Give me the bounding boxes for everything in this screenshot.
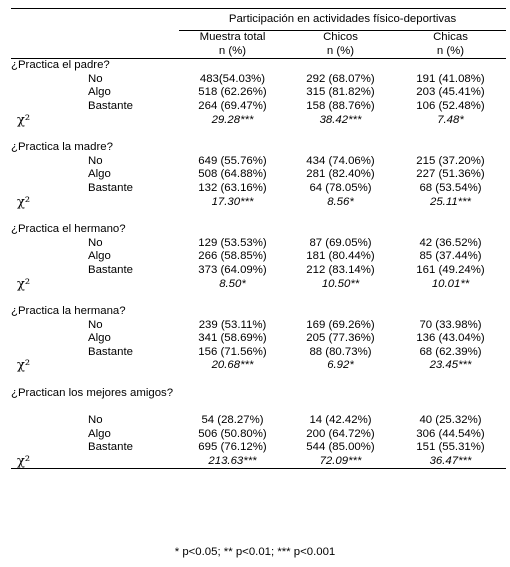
chi-square-label: χ² [17,276,31,292]
level-label: Algo [88,250,111,263]
value-total: 239 (53.11%) [198,318,267,331]
value-total: 695 (76.12%) [198,441,267,454]
value-boys: 200 (64.72%) [306,427,375,440]
level-label: Bastante [88,99,133,112]
level-label: Algo [88,427,111,440]
significance-footnote: * p<0.05; ** p<0.01; *** p<0.001 [174,546,336,558]
table-row [11,155,506,169]
table-row [11,264,506,278]
value-girls: 151 (55.31%) [416,441,485,454]
value-boys: 181 (80.44%) [306,250,375,263]
results-table [11,8,506,469]
column-header-girls: Chicas [433,31,468,43]
value-boys: 64 (78.05%) [309,181,372,194]
chi-boys: 10.50** [321,277,360,290]
column-header-total: Muestra total [199,31,266,43]
value-boys: 169 (69.26%) [306,318,375,331]
value-girls: 203 (45.41%) [416,86,485,99]
level-label: Bastante [88,181,133,194]
value-boys: 292 (68.07%) [306,72,375,85]
section-question-row [11,59,506,73]
value-girls: 42 (36.52%) [419,236,482,249]
chi-square-row [11,455,506,469]
level-label: No [88,154,103,167]
value-total: 373 (64.09%) [198,263,267,276]
chi-total: 20.68*** [211,359,254,372]
chi-square-row [11,196,506,210]
value-boys: 158 (88.76%) [306,99,375,112]
section-question: ¿Practica el hermano? [11,223,126,236]
chi-total: 213.63*** [179,455,286,469]
level-label: Bastante [88,263,133,276]
column-header-row [11,31,506,45]
table-row [11,100,506,114]
table-row [11,168,506,182]
section-question-row [11,223,506,237]
table-row [11,86,506,100]
value-total: 264 (69.47%) [198,99,267,112]
value-girls: 191 (41.08%) [416,72,485,85]
value-boys: 205 (77.36%) [306,332,375,345]
table-row [11,250,506,264]
chi-square-label: χ² [11,455,179,469]
level-label: Algo [88,86,111,99]
table-row [11,182,506,196]
chi-boys: 8.56* [327,195,354,208]
value-total: 132 (63.16%) [198,181,267,194]
level-label: Algo [88,332,111,345]
table-row [11,73,506,87]
table-row [11,332,506,346]
level-label: No [88,72,103,85]
table-row [11,414,506,428]
section-question-row [11,141,506,155]
chi-girls: 36.47*** [395,455,506,469]
value-girls: 68 (53.54%) [419,181,482,194]
chi-square-row [11,359,506,373]
section-question: ¿Practica la hermana? [11,305,126,318]
chi-square-row [11,278,506,292]
group-header-row [11,9,506,31]
value-boys: 434 (74.06%) [306,154,375,167]
chi-square-label: χ² [17,194,31,210]
chi-total: 29.28*** [211,113,254,126]
column-unit-boys: n (%) [286,45,395,59]
level-label: Algo [88,168,111,181]
value-girls: 70 (33.98%) [419,318,482,331]
spacer-row [11,127,506,141]
value-girls: 306 (44.54%) [416,427,485,440]
value-boys: 212 (83.14%) [306,263,375,276]
value-girls: 85 (37.44%) [419,250,482,263]
value-total: 649 (55.76%) [198,154,267,167]
value-girls: 227 (51.36%) [416,168,485,181]
level-label: No [88,236,103,249]
value-total: 508 (64.88%) [198,168,267,181]
table-row [11,441,506,455]
chi-square-label: χ² [17,112,31,128]
level-label: No [88,318,103,331]
value-total: 266 (58.85%) [198,250,267,263]
chi-girls: 10.01** [431,277,470,290]
value-girls: 161 (49.24%) [416,263,485,276]
value-total: 518 (62.26%) [198,86,267,99]
group-title: Participación en actividades físico-deportivas [179,9,506,31]
value-boys: 315 (81.82%) [306,86,375,99]
value-girls: 136 (43.04%) [416,332,485,345]
table-row [11,319,506,333]
chi-boys: 6.92* [327,359,354,372]
chi-square-row [11,114,506,128]
spacer-row [11,373,506,387]
chi-total: 8.50* [219,277,246,290]
value-girls: 106 (52.48%) [416,99,485,112]
level-label: Bastante [88,345,133,358]
table-row [11,237,506,251]
value-total: 506 (50.80%) [198,427,267,440]
column-unit-total: n (%) [179,45,286,59]
level-label: Bastante [88,441,133,454]
value-boys: 281 (82.40%) [306,168,375,181]
value-boys: 87 (69.05%) [309,236,372,249]
section-question: ¿Practica el padre? [11,59,110,72]
chi-girls: 23.45*** [429,359,472,372]
chi-boys: 72.09*** [286,455,395,469]
column-header-boys: Chicos [323,31,358,43]
value-girls: 215 (37.20%) [416,154,485,167]
table-row [11,428,506,442]
value-total: 483(54.03%) [199,72,266,85]
section-question: ¿Practican los mejores amigos? [11,387,174,400]
chi-girls: 25.11*** [430,195,471,208]
chi-boys: 38.42*** [319,113,362,126]
table-row [11,346,506,360]
value-boys: 14 (42.42%) [309,414,372,427]
value-girls: 68 (62.39%) [419,345,482,358]
value-total: 156 (71.56%) [198,345,267,358]
section-question-row [11,305,506,319]
spacer-row [11,209,506,223]
column-unit-row [11,45,506,59]
value-girls: 40 (25.32%) [419,414,482,427]
chi-girls: 7.48* [437,113,464,126]
section-question: ¿Practica la madre? [11,141,113,154]
value-boys: 88 (80.73%) [309,345,372,358]
spacer-row [11,291,506,305]
value-total: 54 (28.27%) [201,414,264,427]
value-boys: 544 (85.00%) [306,441,375,454]
level-label: No [88,414,103,427]
column-unit-girls: n (%) [395,45,506,59]
value-total: 129 (53.53%) [198,236,267,249]
section-question-row [11,387,506,414]
value-total: 341 (58.69%) [198,332,267,345]
chi-total: 17.30*** [211,195,254,208]
chi-square-label: χ² [17,358,31,374]
